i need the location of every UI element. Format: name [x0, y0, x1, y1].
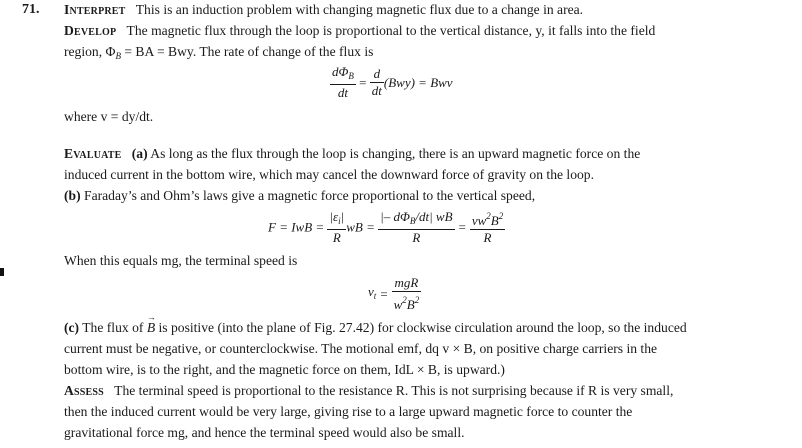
- eq3-den-w: w: [393, 297, 403, 312]
- part-b-text: Faraday’s and Ohm’s laws give a magnetic force proportional to the vertical speed,: [84, 188, 536, 203]
- eq1-den2: dt: [371, 83, 382, 98]
- develop-text-2a: region, Φ: [64, 44, 116, 59]
- develop-where: where v = dy/dt.: [64, 109, 154, 124]
- develop-heading: Develop: [64, 23, 117, 38]
- eq2-lhs: F = IwB =: [268, 219, 325, 235]
- eq1-num1: dΦ: [332, 64, 349, 79]
- assess-text-1: The terminal speed is proportional to the resistance R. This is not surprising because if R is very small,: [114, 383, 674, 398]
- part-c-line-3: bottom wire, is to the right, and the magnetic force on them, IdL × B, is upward.): [64, 362, 505, 377]
- solution-body: [64, 0, 794, 443]
- eq2-f3-num-b: B: [490, 213, 499, 228]
- margin-mark: [0, 268, 4, 276]
- develop-text-1: The magnetic flux through the loop is proportional to the vertical distance, y, it falls into the field: [126, 23, 656, 38]
- eq2-f1-den: R: [332, 229, 341, 245]
- part-a-label: (a): [131, 146, 148, 161]
- eq1-frac-d-dt: [370, 66, 384, 99]
- eq3-den-sup2: 2: [414, 295, 420, 305]
- part-c-text-1b: is positive (into the plane of Fig. 27.42) for clockwise circulation around the loop, so the induced: [158, 320, 687, 335]
- eq2-frac-flux: [378, 209, 454, 246]
- problem-number: 71.: [22, 2, 40, 17]
- eq1-den1: dt: [337, 85, 349, 100]
- develop-text-2-sub: B: [115, 51, 121, 61]
- eq3-den-b: B: [406, 297, 415, 312]
- part-a-text-1: As long as the flux through the loop is changing, there is an upward magnetic force on the: [150, 146, 641, 161]
- interpret-text: This is an induction problem with changing magnetic flux due to a change in area.: [135, 2, 584, 17]
- eq2-f3-sup2: 2: [498, 211, 504, 221]
- assess-line-2: then the induced current would be very large, giving rise to a large upward magnetic force to counter the: [64, 404, 633, 419]
- assess-heading: Assess: [64, 383, 104, 398]
- eq2-f3-den: R: [483, 230, 492, 245]
- eq2-f2-den: R: [412, 229, 421, 245]
- eq3-den-sup1: 2: [402, 295, 407, 305]
- eq3-lhs-sub: t: [373, 291, 377, 301]
- equation-terminal-speed: [64, 271, 794, 317]
- eq1-num2: d: [370, 66, 384, 83]
- vector-b-symbol: → B: [147, 317, 155, 338]
- evaluate-heading: Evaluate: [64, 146, 122, 161]
- assess-line-3: gravitational force mg, and hence the terminal speed would also be small.: [64, 425, 465, 440]
- eq2-equals: =: [457, 219, 467, 235]
- eq1-num1-sub: B: [348, 71, 354, 81]
- evaluate-line-1: [64, 143, 794, 164]
- interpret-heading: Interpret: [64, 2, 126, 17]
- eq1-equals: =: [359, 75, 367, 90]
- eq2-f2-num-end: /dt| wB: [415, 208, 453, 224]
- eq2-f2-num: |– dΦ: [380, 208, 410, 224]
- develop-text-2b: = BA = Bwy. The rate of change of the flux is: [120, 44, 374, 59]
- part-c-text-1a: The flux of: [82, 320, 144, 335]
- eq1-frac-dphi-dt: [330, 64, 356, 101]
- eq2-frac-result: [470, 208, 505, 246]
- eq2-f2-num-sub: B: [409, 215, 416, 226]
- eq2-mid: wB =: [346, 219, 375, 235]
- assess-line-1: [64, 380, 794, 401]
- terminal-speed-text: When this equals mg, the terminal speed is: [64, 253, 298, 268]
- equation-flux-rate: [64, 62, 794, 106]
- eq2-f3-num: vw: [471, 213, 487, 228]
- equation-magnetic-force: [64, 206, 794, 250]
- eq3-num: mgR: [392, 275, 422, 292]
- part-c-line-2: current must be negative, or counterclockwise. The motional emf, dq v × B, on positive charge carriers in the: [64, 341, 658, 356]
- eq2-f1-num-sub: i: [338, 215, 341, 226]
- eq2-frac-emf: [327, 209, 346, 246]
- eq2-f1-num: |ε: [329, 208, 339, 224]
- develop-line-1: [64, 20, 794, 41]
- part-c-label: (c): [64, 320, 80, 335]
- eq1-rest: (Bwy) = Bwv: [383, 75, 453, 90]
- part-c-line-1: [64, 317, 794, 338]
- evaluate-line-2: induced current in the bottom wire, which may cancel the downward force of gravity on the loop.: [64, 167, 594, 182]
- eq2-f3-sup1: 2: [486, 211, 491, 221]
- part-b-line: [64, 185, 794, 206]
- interpret-paragraph: [64, 0, 794, 20]
- eq3-frac: [392, 275, 422, 313]
- eq3-equals: =: [379, 286, 389, 302]
- eq3-lhs: v: [368, 284, 374, 299]
- develop-line-2: [64, 41, 794, 62]
- eq2-f1-num-end: |: [340, 208, 345, 224]
- part-b-label: (b): [64, 188, 81, 203]
